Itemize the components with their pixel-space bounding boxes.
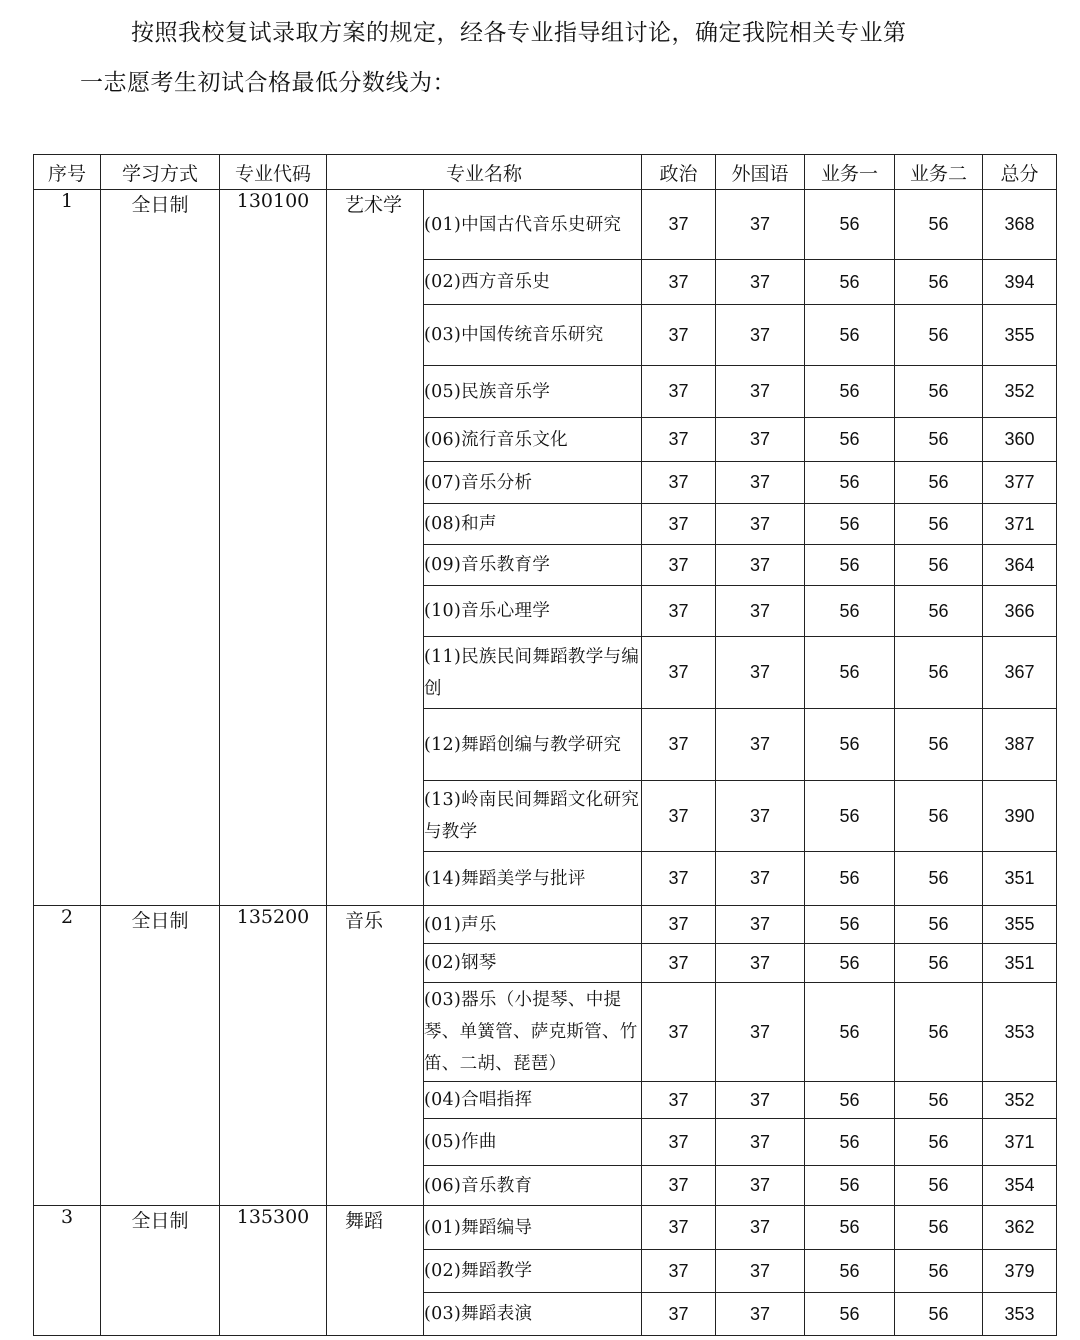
mode-cell: 全日制 (101, 190, 220, 906)
foreign-cell: 37 (716, 983, 805, 1082)
major-name-cell: (08)和声 (424, 504, 642, 545)
politics-cell: 37 (642, 983, 716, 1082)
discipline-cell: 音乐 (327, 906, 424, 1206)
major-name-cell: (05)作曲 (424, 1119, 642, 1166)
course1-cell: 56 (805, 418, 895, 462)
politics-cell: 37 (642, 637, 716, 709)
major-name-cell: (02)舞蹈教学 (424, 1250, 642, 1293)
major-name-cell: (07)音乐分析 (424, 462, 642, 504)
course1-cell: 56 (805, 586, 895, 637)
course1-cell: 56 (805, 504, 895, 545)
course1-cell: 56 (805, 944, 895, 983)
politics-cell: 37 (642, 586, 716, 637)
course2-cell: 56 (895, 983, 983, 1082)
intro-line-1: 按照我校复试录取方案的规定，经各专业指导组讨论，确定我院相关专业第 (131, 20, 907, 46)
politics-cell: 37 (642, 852, 716, 906)
course2-cell: 56 (895, 586, 983, 637)
course2-cell: 56 (895, 545, 983, 586)
total-cell: 377 (983, 462, 1057, 504)
course2-cell: 56 (895, 709, 983, 781)
total-cell: 355 (983, 906, 1057, 944)
foreign-cell: 37 (716, 637, 805, 709)
seq-cell: 2 (34, 906, 101, 1206)
header-course2: 业务二 (895, 155, 983, 190)
course1-cell: 56 (805, 1206, 895, 1250)
major-name-cell: (10)音乐心理学 (424, 586, 642, 637)
score-table (33, 154, 1057, 1336)
course2-cell: 56 (895, 781, 983, 852)
table-row (34, 906, 1057, 944)
header-total: 总分 (983, 155, 1057, 190)
total-cell: 387 (983, 709, 1057, 781)
politics-cell: 37 (642, 709, 716, 781)
politics-cell: 37 (642, 462, 716, 504)
foreign-cell: 37 (716, 366, 805, 418)
total-cell: 366 (983, 586, 1057, 637)
header-foreign: 外国语 (716, 155, 805, 190)
politics-cell: 37 (642, 1206, 716, 1250)
major-name-cell: (04)合唱指挥 (424, 1082, 642, 1119)
course2-cell: 56 (895, 305, 983, 366)
course1-cell: 56 (805, 1119, 895, 1166)
course1-cell: 56 (805, 637, 895, 709)
major-name-cell: (03)中国传统音乐研究 (424, 305, 642, 366)
course1-cell: 56 (805, 305, 895, 366)
course1-cell: 56 (805, 366, 895, 418)
course1-cell: 56 (805, 781, 895, 852)
total-cell: 394 (983, 260, 1057, 305)
major-name-cell: (09)音乐教育学 (424, 545, 642, 586)
major-name-cell: (11)民族民间舞蹈教学与编创 (424, 637, 642, 709)
course2-cell: 56 (895, 637, 983, 709)
course1-cell: 56 (805, 1166, 895, 1206)
politics-cell: 37 (642, 418, 716, 462)
major-name-cell: (06)流行音乐文化 (424, 418, 642, 462)
course2-cell: 56 (895, 260, 983, 305)
seq-cell: 3 (34, 1206, 101, 1336)
major-name-cell: (05)民族音乐学 (424, 366, 642, 418)
total-cell: 353 (983, 1293, 1057, 1336)
foreign-cell: 37 (716, 852, 805, 906)
total-cell: 353 (983, 983, 1057, 1082)
foreign-cell: 37 (716, 781, 805, 852)
politics-cell: 37 (642, 260, 716, 305)
total-cell: 351 (983, 944, 1057, 983)
course2-cell: 56 (895, 366, 983, 418)
table-body (34, 190, 1057, 1336)
foreign-cell: 37 (716, 418, 805, 462)
table-row (34, 1206, 1057, 1250)
politics-cell: 37 (642, 305, 716, 366)
course2-cell: 56 (895, 190, 983, 260)
course1-cell: 56 (805, 1082, 895, 1119)
foreign-cell: 37 (716, 709, 805, 781)
course1-cell: 56 (805, 852, 895, 906)
major-name-cell: (02)西方音乐史 (424, 260, 642, 305)
mode-cell: 全日制 (101, 906, 220, 1206)
course2-cell: 56 (895, 1293, 983, 1336)
politics-cell: 37 (642, 545, 716, 586)
foreign-cell: 37 (716, 462, 805, 504)
code-cell: 135200 (220, 906, 327, 1206)
course1-cell: 56 (805, 260, 895, 305)
course2-cell: 56 (895, 418, 983, 462)
course1-cell: 56 (805, 190, 895, 260)
course1-cell: 56 (805, 983, 895, 1082)
course1-cell: 56 (805, 1293, 895, 1336)
discipline-cell: 艺术学 (327, 190, 424, 906)
major-name-cell: (03)器乐（小提琴、中提琴、单簧管、萨克斯管、竹笛、二胡、琵琶） (424, 983, 642, 1082)
total-cell: 368 (983, 190, 1057, 260)
course1-cell: 56 (805, 1250, 895, 1293)
course1-cell: 56 (805, 709, 895, 781)
major-name-cell: (12)舞蹈创编与教学研究 (424, 709, 642, 781)
politics-cell: 37 (642, 781, 716, 852)
header-seq: 序号 (34, 155, 101, 190)
total-cell: 354 (983, 1166, 1057, 1206)
total-cell: 360 (983, 418, 1057, 462)
course1-cell: 56 (805, 462, 895, 504)
course2-cell: 56 (895, 462, 983, 504)
course1-cell: 56 (805, 906, 895, 944)
foreign-cell: 37 (716, 545, 805, 586)
course2-cell: 56 (895, 852, 983, 906)
politics-cell: 37 (642, 366, 716, 418)
intro-line-2: 一志愿考生初试合格最低分数线为： (80, 70, 456, 96)
foreign-cell: 37 (716, 586, 805, 637)
table-row (34, 190, 1057, 260)
total-cell: 379 (983, 1250, 1057, 1293)
course2-cell: 56 (895, 906, 983, 944)
seq-cell: 1 (34, 190, 101, 906)
mode-cell: 全日制 (101, 1206, 220, 1336)
major-name-cell: (01)舞蹈编导 (424, 1206, 642, 1250)
politics-cell: 37 (642, 1166, 716, 1206)
total-cell: 364 (983, 545, 1057, 586)
foreign-cell: 37 (716, 1293, 805, 1336)
course2-cell: 56 (895, 1119, 983, 1166)
politics-cell: 37 (642, 190, 716, 260)
course2-cell: 56 (895, 944, 983, 983)
course2-cell: 56 (895, 1206, 983, 1250)
major-name-cell: (14)舞蹈美学与批评 (424, 852, 642, 906)
major-name-cell: (01)中国古代音乐史研究 (424, 190, 642, 260)
politics-cell: 37 (642, 504, 716, 545)
total-cell: 352 (983, 1082, 1057, 1119)
major-name-cell: (13)岭南民间舞蹈文化研究与教学 (424, 781, 642, 852)
header-major-name: 专业名称 (327, 155, 642, 190)
foreign-cell: 37 (716, 1166, 805, 1206)
foreign-cell: 37 (716, 504, 805, 545)
politics-cell: 37 (642, 906, 716, 944)
foreign-cell: 37 (716, 305, 805, 366)
code-cell: 130100 (220, 190, 327, 906)
course2-cell: 56 (895, 1082, 983, 1119)
header-code: 专业代码 (220, 155, 327, 190)
course1-cell: 56 (805, 545, 895, 586)
total-cell: 371 (983, 504, 1057, 545)
foreign-cell: 37 (716, 1082, 805, 1119)
foreign-cell: 37 (716, 906, 805, 944)
course2-cell: 56 (895, 1166, 983, 1206)
header-course1: 业务一 (805, 155, 895, 190)
politics-cell: 37 (642, 944, 716, 983)
foreign-cell: 37 (716, 1119, 805, 1166)
total-cell: 371 (983, 1119, 1057, 1166)
discipline-cell: 舞蹈 (327, 1206, 424, 1336)
course2-cell: 56 (895, 1250, 983, 1293)
major-name-cell: (01)声乐 (424, 906, 642, 944)
major-name-cell: (06)音乐教育 (424, 1166, 642, 1206)
total-cell: 390 (983, 781, 1057, 852)
foreign-cell: 37 (716, 260, 805, 305)
foreign-cell: 37 (716, 1206, 805, 1250)
header-mode: 学习方式 (101, 155, 220, 190)
total-cell: 367 (983, 637, 1057, 709)
foreign-cell: 37 (716, 944, 805, 983)
major-name-cell: (03)舞蹈表演 (424, 1293, 642, 1336)
politics-cell: 37 (642, 1250, 716, 1293)
politics-cell: 37 (642, 1293, 716, 1336)
major-name-cell: (02)钢琴 (424, 944, 642, 983)
course2-cell: 56 (895, 504, 983, 545)
total-cell: 352 (983, 366, 1057, 418)
header-politics: 政治 (642, 155, 716, 190)
total-cell: 362 (983, 1206, 1057, 1250)
politics-cell: 37 (642, 1119, 716, 1166)
table-header-row (34, 155, 1057, 190)
total-cell: 355 (983, 305, 1057, 366)
code-cell: 135300 (220, 1206, 327, 1336)
total-cell: 351 (983, 852, 1057, 906)
politics-cell: 37 (642, 1082, 716, 1119)
foreign-cell: 37 (716, 1250, 805, 1293)
foreign-cell: 37 (716, 190, 805, 260)
